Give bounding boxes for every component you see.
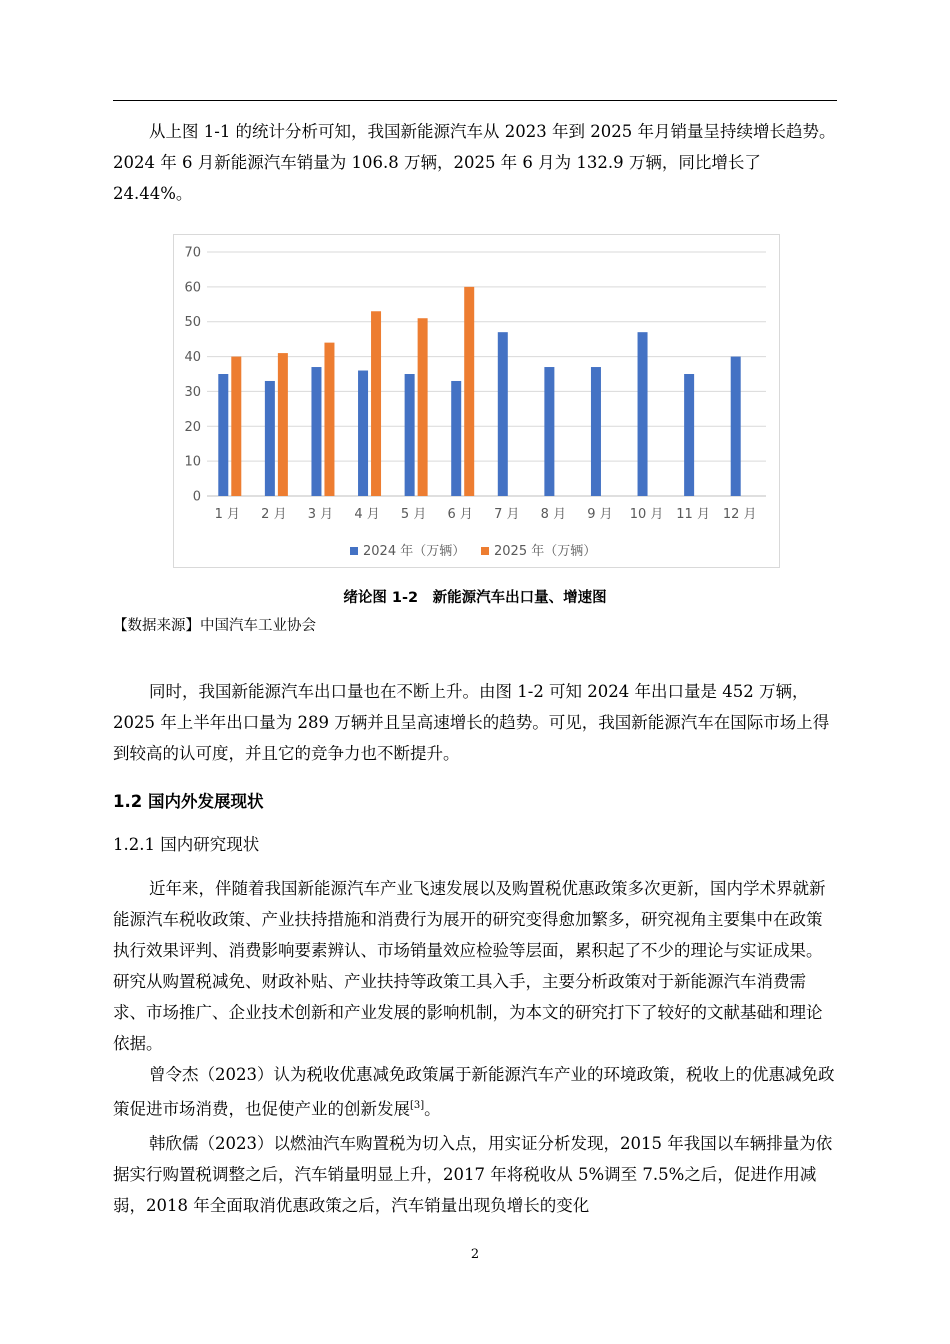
- bar-2025: [231, 357, 241, 496]
- figure-caption: 绪论图 1-2 新能源汽车出口量、增速图: [343, 590, 607, 606]
- paragraph-han-xinru: 韩欣儒（2023）以燃油汽车购置税为切入点，用实证分析发现，2015 年我国以车辆排量为依据实行购置税调整之后，汽车销量明显上升，2017 年将税收从 5%调至 7.5%之后，促进作用减弱，2018 年全面取消优惠政策之后，汽车销量出现负增长的变化: [113, 1134, 833, 1215]
- y-tick-label: 20: [184, 419, 201, 435]
- x-tick-label: 7 月: [494, 507, 520, 522]
- citation-text: 曾令杰（2023）认为税收优惠减免政策属于新能源汽车产业的环境政策，税收上的优惠减免政策促进市场消费，也促使产业的创新发展: [113, 1065, 835, 1119]
- paragraph-export-summary: 同时，我国新能源汽车出口量也在不断上升。由图 1-2 可知 2024 年出口量是 452 万辆，2025 年上半年出口量为 289 万辆并且呈高速增长的趋势。可见，我国新能源汽车在国际市场上得到较高的认可度，并且它的竞争力也不断提升。: [113, 682, 830, 763]
- export-bar-chart: [173, 234, 780, 568]
- y-tick-label: 10: [184, 454, 201, 470]
- legend-label: 2024 年（万辆）: [363, 544, 466, 559]
- paragraph-domestic-research: 近年来，伴随着我国新能源汽车产业飞速发展以及购置税优惠政策多次更新，国内学术界就新能源汽车税收政策、产业扶持措施和消费行为展开的研究变得愈加繁多，研究视角主要集中在政策执行效果评判、消费影响要素辨认、市场销量效应检验等层面，累积起了不少的理论与实证成果。研究从购置税减免、财政补贴、产业扶持等政策工具入手，主要分析政策对于新能源汽车消费需求、市场推广、企业技术创新和产业发展的影响机制，为本文的研究打下了较好的文献基础和理论依据。: [113, 879, 826, 1053]
- bar-2024: [498, 332, 508, 496]
- section-heading-1-2-1: 1.2.1 国内研究现状: [113, 835, 260, 854]
- y-tick-label: 40: [184, 350, 201, 366]
- x-tick-label: 4 月: [354, 507, 380, 522]
- x-tick-label: 10 月: [629, 507, 664, 522]
- bar-2024: [358, 371, 368, 496]
- y-tick-label: 50: [184, 315, 201, 331]
- x-tick-label: 6 月: [447, 507, 473, 522]
- page-number: 2: [470, 1247, 480, 1262]
- bar-2024: [405, 374, 415, 496]
- legend-swatch: [481, 547, 489, 555]
- x-tick-label: 11 月: [676, 507, 710, 522]
- bar-2024: [638, 332, 648, 496]
- bar-2025: [418, 318, 428, 496]
- bar-2024: [311, 367, 321, 496]
- y-tick-label: 60: [184, 280, 201, 296]
- x-tick-label: 2 月: [261, 507, 287, 522]
- header-rule: [113, 100, 837, 101]
- bar-2025: [464, 287, 474, 496]
- bar-2024: [684, 374, 694, 496]
- legend-label: 2025 年（万辆）: [494, 544, 597, 559]
- bar-2024: [451, 381, 461, 496]
- y-tick-label: 0: [192, 489, 201, 505]
- bar-2025: [371, 311, 381, 496]
- x-tick-label: 3 月: [307, 507, 334, 522]
- bar-2024: [731, 357, 741, 496]
- legend-swatch: [350, 547, 358, 555]
- x-tick-label: 12 月: [722, 507, 757, 522]
- x-tick-label: 1 月: [214, 507, 240, 522]
- bar-2024: [218, 374, 228, 496]
- paragraph-zeng-lingjie: [113, 1059, 837, 1125]
- bar-2025: [278, 353, 288, 496]
- x-tick-label: 5 月: [400, 507, 427, 522]
- citation-end: 。: [424, 1099, 441, 1119]
- y-tick-label: 30: [184, 384, 201, 400]
- reference-marker[interactable]: [3]: [410, 1100, 425, 1111]
- data-source: 【数据来源】中国汽车工业协会: [113, 618, 316, 634]
- paragraph-sales-summary: 从上图 1-1 的统计分析可知，我国新能源汽车从 2023 年到 2025 年月销量呈持续增长趋势。2024 年 6 月新能源汽车销量为 106.8 万辆，2025 年 6 月为 132.9 万辆，同比增长了 24.44%。: [113, 122, 836, 203]
- bar-2024: [544, 367, 554, 496]
- bar-2024: [265, 381, 275, 496]
- x-tick-label: 9 月: [587, 507, 613, 522]
- x-tick-label: 8 月: [540, 507, 567, 522]
- y-tick-label: 70: [184, 245, 201, 261]
- section-heading-1-2: 1.2 国内外发展现状: [113, 792, 264, 811]
- bar-2025: [324, 343, 334, 496]
- chart-canvas: [174, 235, 779, 567]
- bar-2024: [591, 367, 601, 496]
